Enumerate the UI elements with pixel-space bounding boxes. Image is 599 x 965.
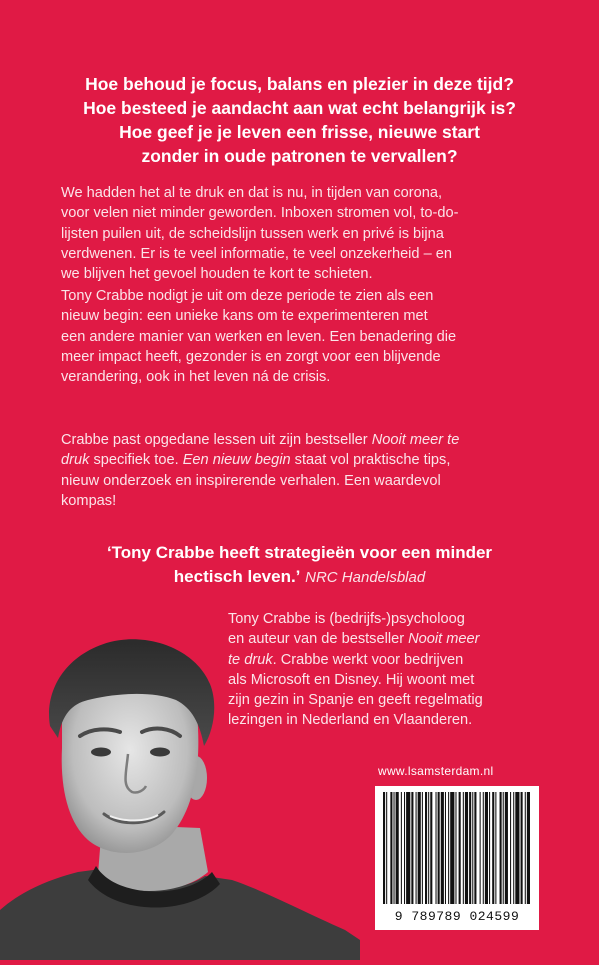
text-line: We hadden het al te druk en dat is nu, in tijden van corona, — [61, 185, 443, 201]
text-line: een andere manier van werken en leven. Een benadering die — [61, 328, 457, 345]
text-line: voor velen niet minder geworden. Inboxen stromen vol, to-do- — [61, 205, 459, 222]
barcode-bar — [404, 792, 405, 904]
barcode-bar — [448, 792, 449, 904]
text-line: kompas! — [61, 492, 117, 509]
text-line: zijn gezin in Spanje en geeft regelmatig — [228, 692, 483, 709]
barcode-bar — [425, 792, 427, 904]
barcode-bar — [450, 792, 454, 904]
text-line: nieuw begin: een unieke kans om te experimenteren met — [61, 308, 428, 325]
isbn-number: 9 789789 024599 — [394, 909, 520, 924]
barcode-bar — [455, 792, 456, 904]
text-line: lijsten puilen uit, de scheidslijn tussen werk en privé is bijna — [61, 225, 444, 242]
text-run: specifiek toe. — [89, 452, 183, 469]
text-line: nieuw onderzoek en inspirerende verhalen. Een waardevol — [61, 472, 441, 489]
barcode-bar — [480, 792, 481, 904]
publisher-website: www.lsamsterdam.nl — [378, 764, 494, 778]
text-line — [61, 450, 551, 470]
isbn-barcode — [375, 786, 539, 930]
barcode-bar — [485, 792, 488, 904]
headline-line: Hoe besteed je aandacht aan wat echt belangrijk is? — [83, 98, 516, 118]
barcode-bar — [394, 792, 395, 904]
book-title-italic: Een nieuw begin — [182, 452, 291, 469]
text-line: verandering, ook in het leven ná de crisis. — [61, 369, 331, 386]
text-line: verdwenen. Er is te veel informatie, te veel onzekerheid – en — [61, 245, 453, 262]
intro-paragraph — [61, 183, 551, 284]
barcode-bar — [411, 792, 413, 904]
text-line: meer impact heeft, gezonder is en zorgt voor een blijvende — [61, 348, 441, 365]
barcode-bar — [492, 792, 494, 904]
barcode-bar — [513, 792, 514, 904]
barcode-bar — [428, 792, 429, 904]
text-line — [228, 629, 573, 649]
barcode-bar — [390, 792, 392, 904]
book-title-italic: Nooit meer te — [371, 432, 460, 448]
barcode-bar — [515, 792, 519, 904]
headline-questions — [40, 72, 559, 168]
text-run: staat vol praktische tips, — [290, 452, 451, 469]
quote-text: hectisch leven.’ — [173, 567, 301, 586]
text-run: Crabbe past opgedane lessen uit zijn bestseller — [61, 432, 372, 448]
barcode-bar — [383, 792, 385, 904]
barcode-bar — [483, 792, 484, 904]
barcode-bar — [472, 792, 473, 904]
text-line: lezingen in Nederland en Vlaanderen. — [228, 712, 473, 729]
headline-line: Hoe behoud je focus, balans en plezier in deze tijd? — [85, 74, 514, 94]
book-title-italic: te druk — [228, 651, 273, 668]
barcode-bar — [505, 792, 508, 904]
text-line — [228, 650, 573, 670]
barcode-bar — [525, 792, 526, 904]
text-line — [61, 430, 551, 450]
text-run: en auteur van de bestseller — [228, 631, 409, 648]
barcode-bar — [406, 792, 410, 904]
text-run: . Crabbe werkt voor bedrijven — [272, 651, 464, 668]
barcode-bar — [474, 792, 476, 904]
barcode-bar — [386, 792, 387, 904]
barcode-bar — [396, 792, 399, 904]
barcode-bar — [510, 792, 511, 904]
barcode-bar — [469, 792, 471, 904]
quote-source: NRC Handelsblad — [305, 569, 426, 586]
barcode-bar — [495, 792, 496, 904]
barcode-bar — [445, 792, 446, 904]
quote-line: ‘Tony Crabbe heeft strategieën voor een minder — [106, 543, 493, 562]
barcode-bar — [521, 792, 523, 904]
invitation-paragraph — [61, 286, 551, 387]
headline-line: zonder in oude patronen te vervallen? — [141, 146, 458, 166]
author-bio — [228, 609, 573, 731]
text-line: we blijven het gevoel houden te kort te schieten. — [61, 266, 373, 283]
text-line: als Microsoft en Disney. Hij woont met — [228, 671, 475, 688]
barcode-bar — [416, 792, 417, 904]
barcode-bars — [381, 792, 533, 904]
barcode-bar — [489, 792, 490, 904]
barcode-bar — [463, 792, 464, 904]
barcode-bar — [527, 792, 530, 904]
summary-paragraph — [61, 430, 551, 511]
barcode-bar — [422, 792, 423, 904]
barcode-bar — [503, 792, 504, 904]
barcode-bar — [459, 792, 461, 904]
book-title-italic: Nooit meer — [408, 631, 480, 648]
barcode-bar — [418, 792, 421, 904]
barcode-bar — [500, 792, 502, 904]
barcode-bar — [465, 792, 468, 904]
barcode-bar — [430, 792, 432, 904]
headline-line: Hoe geef je je leven een frisse, nieuwe start — [119, 122, 480, 142]
barcode-bar — [436, 792, 437, 904]
quote-line — [40, 565, 559, 590]
barcode-bar — [401, 792, 402, 904]
book-title-italic: druk — [61, 452, 90, 469]
barcode-bar — [438, 792, 440, 904]
press-quote — [40, 541, 559, 590]
barcode-bar — [441, 792, 444, 904]
text-line: Tony Crabbe is (bedrijfs-)psycholoog — [228, 611, 465, 627]
text-line: Tony Crabbe nodigt je uit om deze periode te zien als een — [61, 288, 434, 304]
